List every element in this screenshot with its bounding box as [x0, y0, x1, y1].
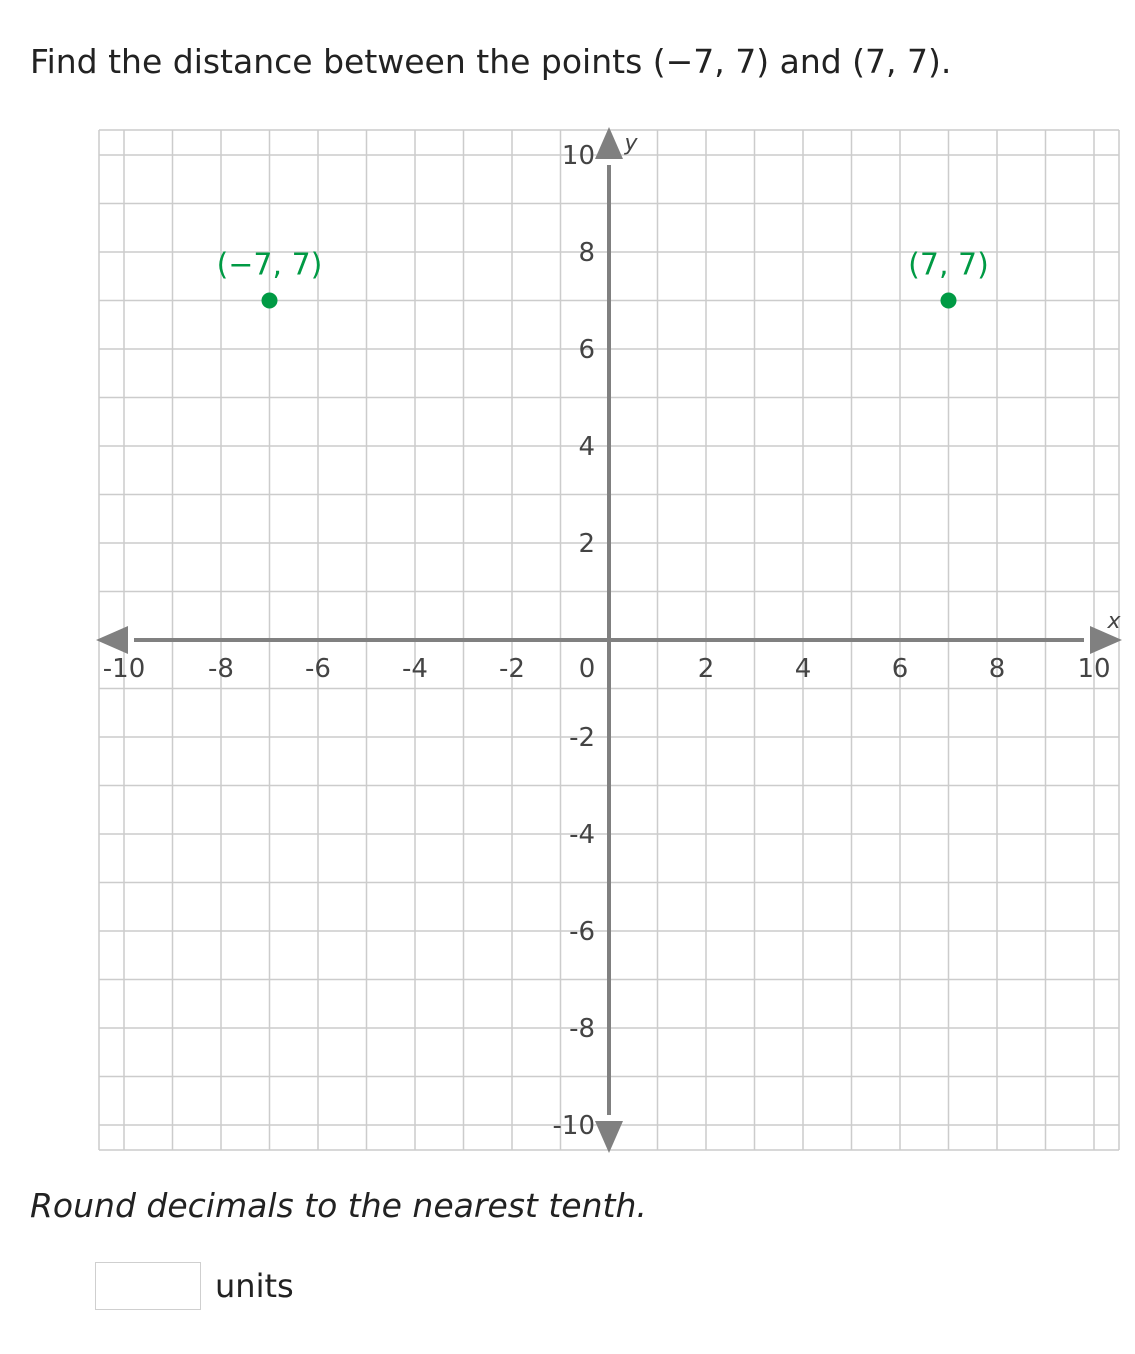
rounding-instruction: Round decimals to the nearest tenth. — [30, 1186, 647, 1225]
y-tick-label: -6 — [569, 917, 595, 947]
y-axis-label: y — [624, 131, 638, 156]
answer-input[interactable] — [95, 1262, 201, 1310]
plotted-point — [941, 293, 957, 309]
y-tick-label: 2 — [578, 529, 595, 559]
x-axis-left-arrow-icon — [96, 626, 128, 654]
plotted-point — [262, 293, 278, 309]
x-tick-label: -2 — [499, 654, 525, 684]
x-tick-label: 8 — [988, 654, 1006, 684]
point-label: (−7, 7) — [216, 247, 323, 283]
x-tick-label: 0 — [578, 654, 596, 684]
x-tick-label: -6 — [305, 654, 331, 684]
x-tick-label: -4 — [402, 654, 428, 684]
x-tick-label: 6 — [891, 654, 909, 684]
answer-row — [95, 1261, 294, 1311]
y-tick-label: 4 — [578, 432, 595, 462]
units-label: units — [215, 1267, 294, 1305]
point-label: (7, 7) — [908, 247, 989, 283]
y-tick-label: 10 — [561, 141, 595, 171]
question-prompt: Find the distance between the points (−7, 7) and (7, 7). — [30, 42, 952, 81]
x-axis-label: x — [1107, 609, 1121, 634]
x-tick-label: -8 — [208, 654, 234, 684]
y-axis-down-arrow-icon — [595, 1121, 623, 1153]
x-tick-label: 4 — [794, 654, 812, 684]
y-tick-label: -2 — [569, 723, 595, 753]
y-axis-up-arrow-icon — [595, 127, 623, 159]
x-tick-label: 2 — [697, 654, 715, 684]
y-tick-label: 8 — [578, 238, 595, 268]
x-tick-label: -10 — [102, 654, 146, 684]
x-tick-label: 10 — [1077, 654, 1111, 684]
y-tick-label: -10 — [552, 1111, 595, 1141]
plotted-points — [217, 248, 989, 309]
y-tick-label: -4 — [569, 820, 595, 850]
y-tick-label: -8 — [569, 1014, 595, 1044]
y-tick-label: 6 — [578, 335, 595, 365]
